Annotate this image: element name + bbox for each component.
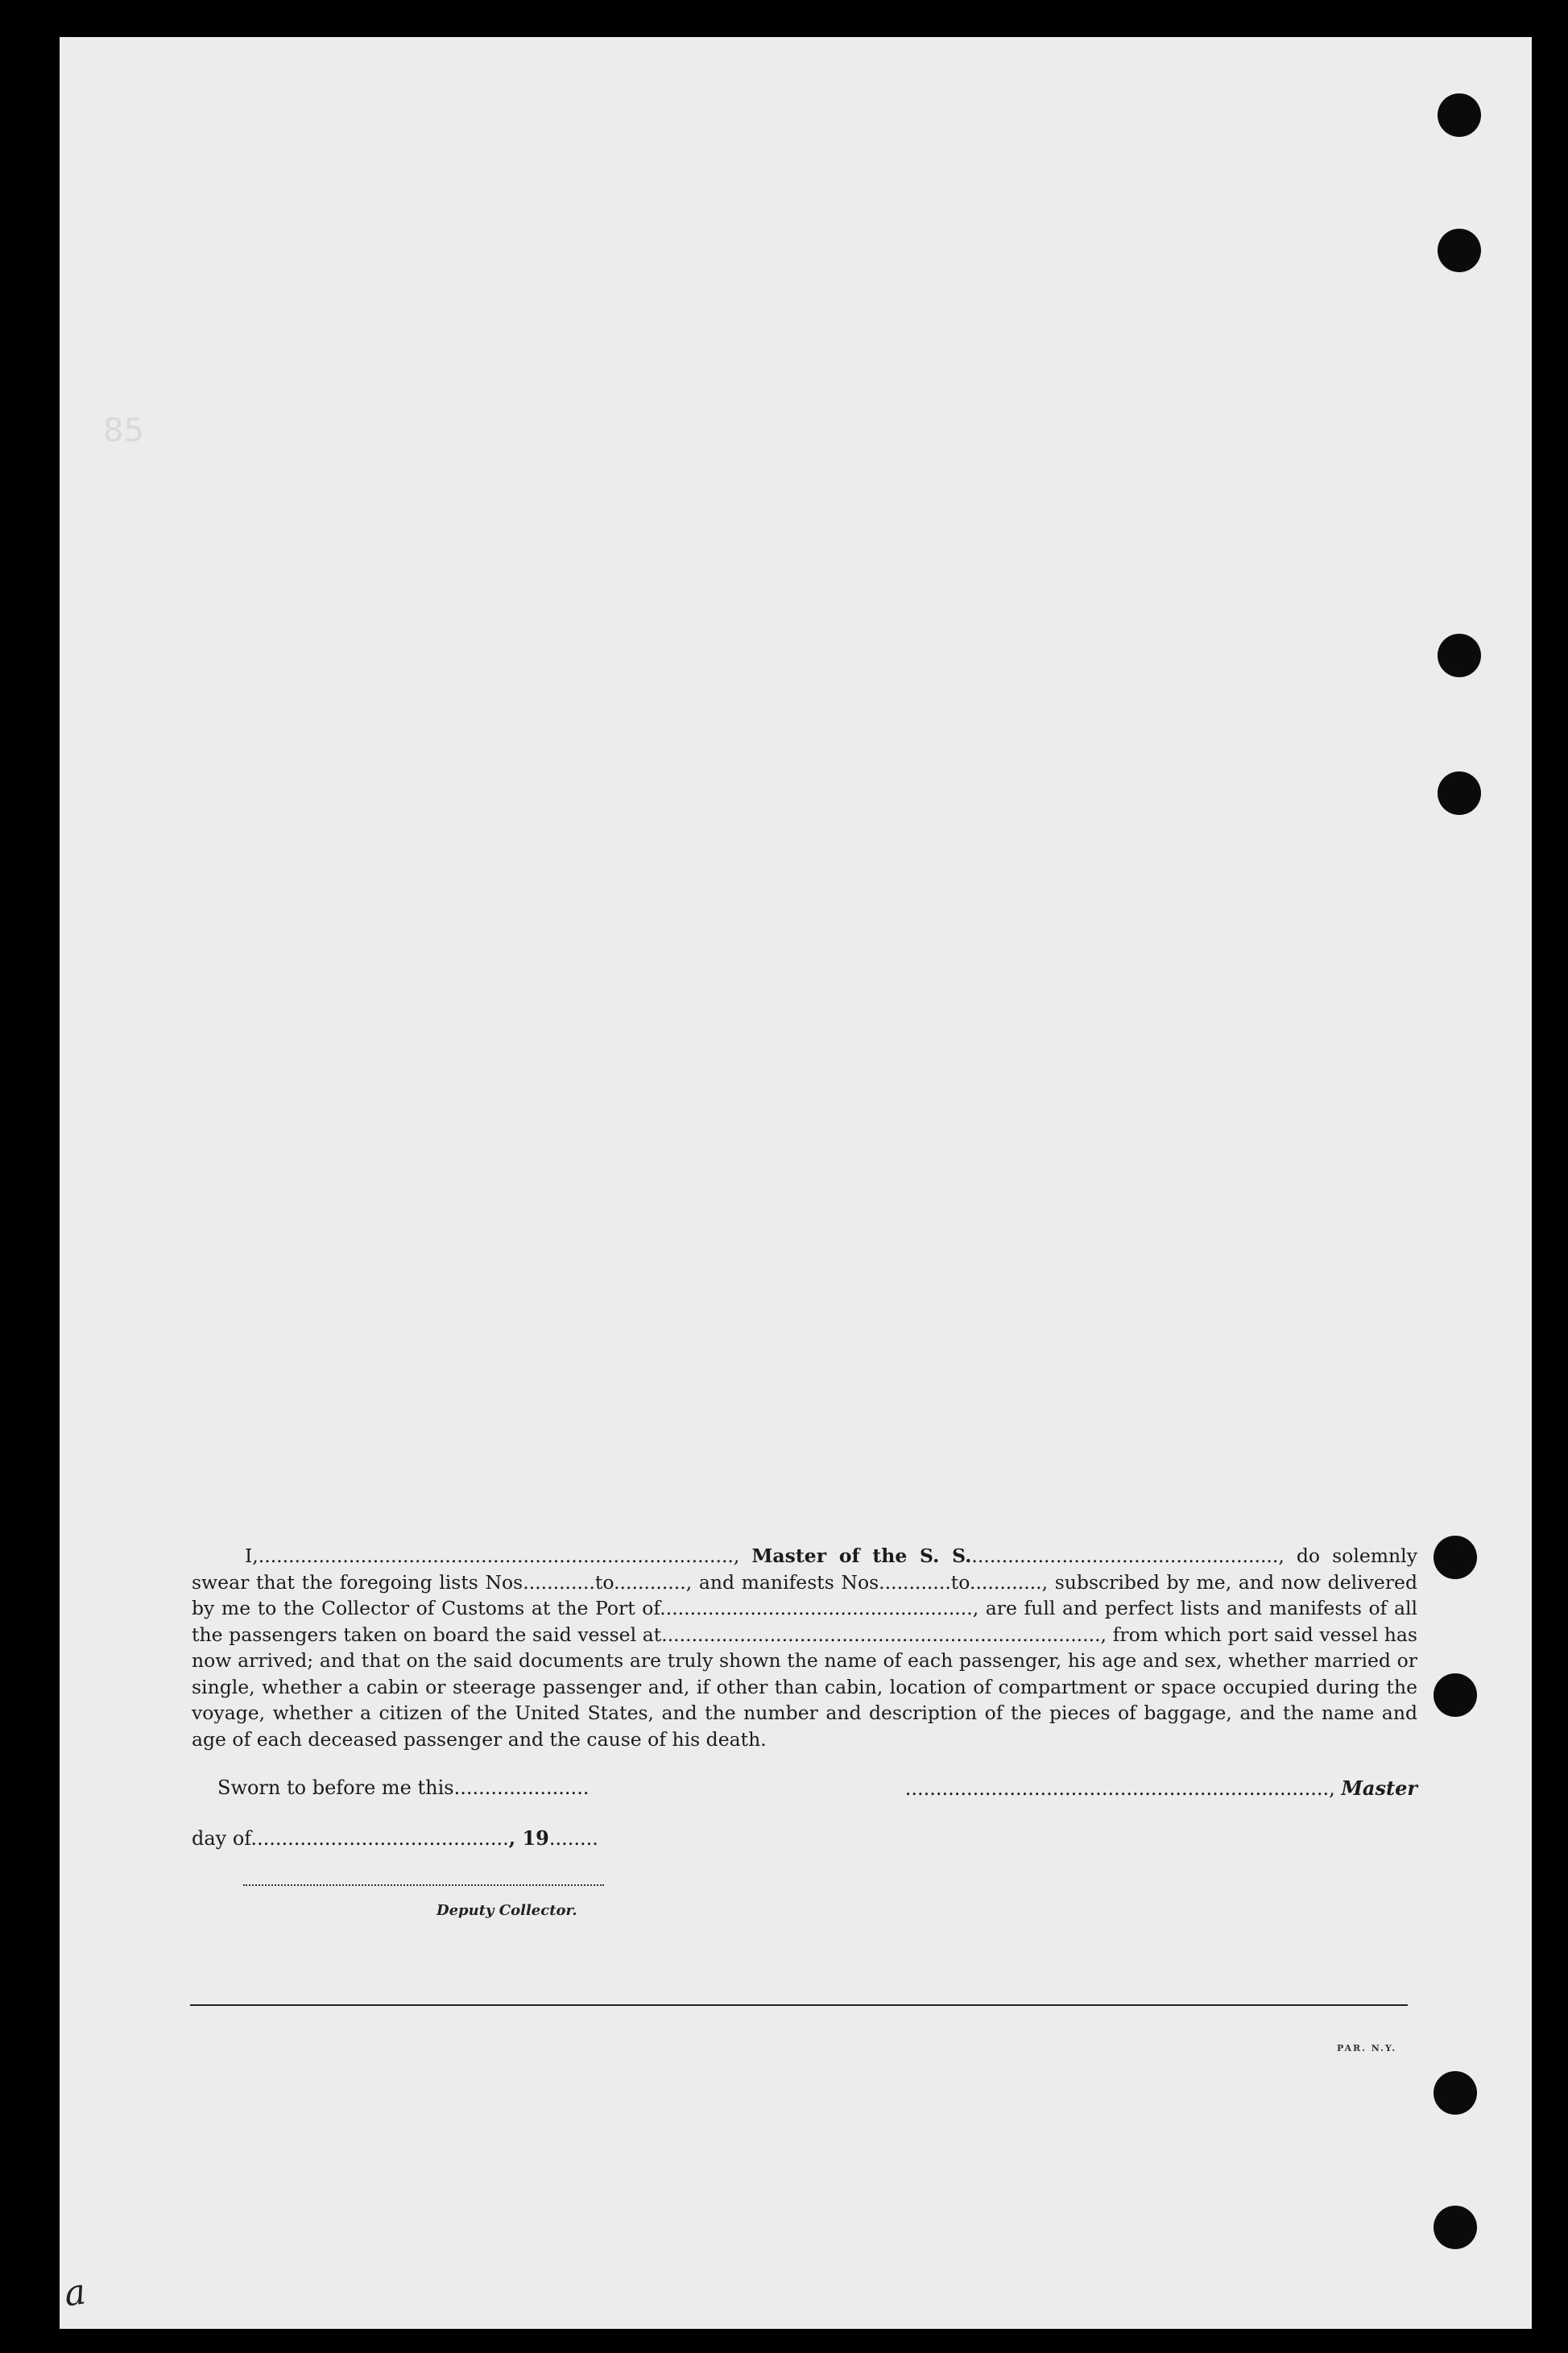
faint-bleed-number: 85 <box>103 412 144 449</box>
oath-text: , <box>733 1545 752 1567</box>
sworn-line <box>217 1776 589 1799</box>
punch-hole <box>1434 2071 1477 2115</box>
master-signature-line <box>905 1776 1417 1800</box>
handwritten-mark: a <box>61 2271 89 2315</box>
deputy-collector-title: Deputy Collector. <box>436 1902 577 1919</box>
manifests-from-blank[interactable]: ............ <box>879 1570 951 1594</box>
form-sheet <box>60 37 1532 2329</box>
oath-text: , do solemnly swear that the foregoing lists Nos <box>192 1545 1417 1594</box>
master-signature-blank[interactable]: ..................................................................... <box>904 1777 1330 1800</box>
oath-text: to <box>594 1570 614 1594</box>
punch-hole <box>1438 229 1481 272</box>
port-of-arrival-blank[interactable]: .................................................... <box>660 1597 973 1619</box>
lists-from-blank[interactable]: ............ <box>523 1570 595 1594</box>
oath-text: , are full and perfect lists and manifests of all the passengers taken on board the said vessel at <box>192 1597 1417 1646</box>
horizontal-rule <box>190 2004 1408 2006</box>
manifests-to-blank[interactable]: ............ <box>969 1570 1042 1594</box>
oath-text: , subscribed by me, and now delivered by me to the Collector of Customs at the Port of <box>192 1570 1417 1619</box>
punch-hole <box>1434 2206 1477 2249</box>
year-label: , 19 <box>508 1826 549 1850</box>
printer-mark: PAR. N.Y. <box>1337 2043 1397 2053</box>
date-line <box>192 1826 598 1850</box>
sworn-label: Sworn to before me this <box>217 1776 454 1799</box>
punch-hole <box>1434 1536 1477 1579</box>
punch-hole <box>1434 1673 1477 1717</box>
year-blank[interactable]: ........ <box>548 1827 598 1850</box>
punch-hole <box>1438 634 1481 677</box>
master-oath-paragraph <box>192 1543 1417 1752</box>
oath-text: to <box>950 1570 970 1594</box>
day-blank[interactable]: .......................................... <box>250 1827 509 1850</box>
lists-to-blank[interactable]: ............ <box>614 1570 686 1594</box>
deputy-signature-blank[interactable] <box>243 1884 604 1886</box>
port-of-embarkation-blank[interactable]: ......................................................................... <box>661 1623 1101 1646</box>
punch-hole <box>1438 93 1481 137</box>
oath-master-label: Master of the S. S. <box>751 1545 972 1567</box>
vessel-name-blank[interactable]: ................................................... <box>971 1545 1279 1567</box>
sworn-blank[interactable]: ...................... <box>453 1776 590 1799</box>
punch-hole <box>1438 771 1481 815</box>
oath-text: , from which port said vessel has now arrived; and that on the said documents are truly shown the name of each passenger, his age and sex, whether married or single, whether a cabin or steerage passenger and, if other than cabin, location of compartment or space occupied during the voyage, whether a citizen of the United States, and the number and description of the pieces of baggage, and the name and age of each deceased passenger and the cause of his death. <box>192 1623 1417 1751</box>
day-label: day of <box>192 1827 251 1850</box>
master-separator: , <box>1329 1777 1342 1800</box>
master-name-blank[interactable]: ............................................................................... <box>258 1545 734 1567</box>
oath-text: I, <box>245 1545 259 1567</box>
oath-text: , and manifests Nos <box>685 1570 879 1594</box>
master-title: Master <box>1341 1776 1417 1800</box>
